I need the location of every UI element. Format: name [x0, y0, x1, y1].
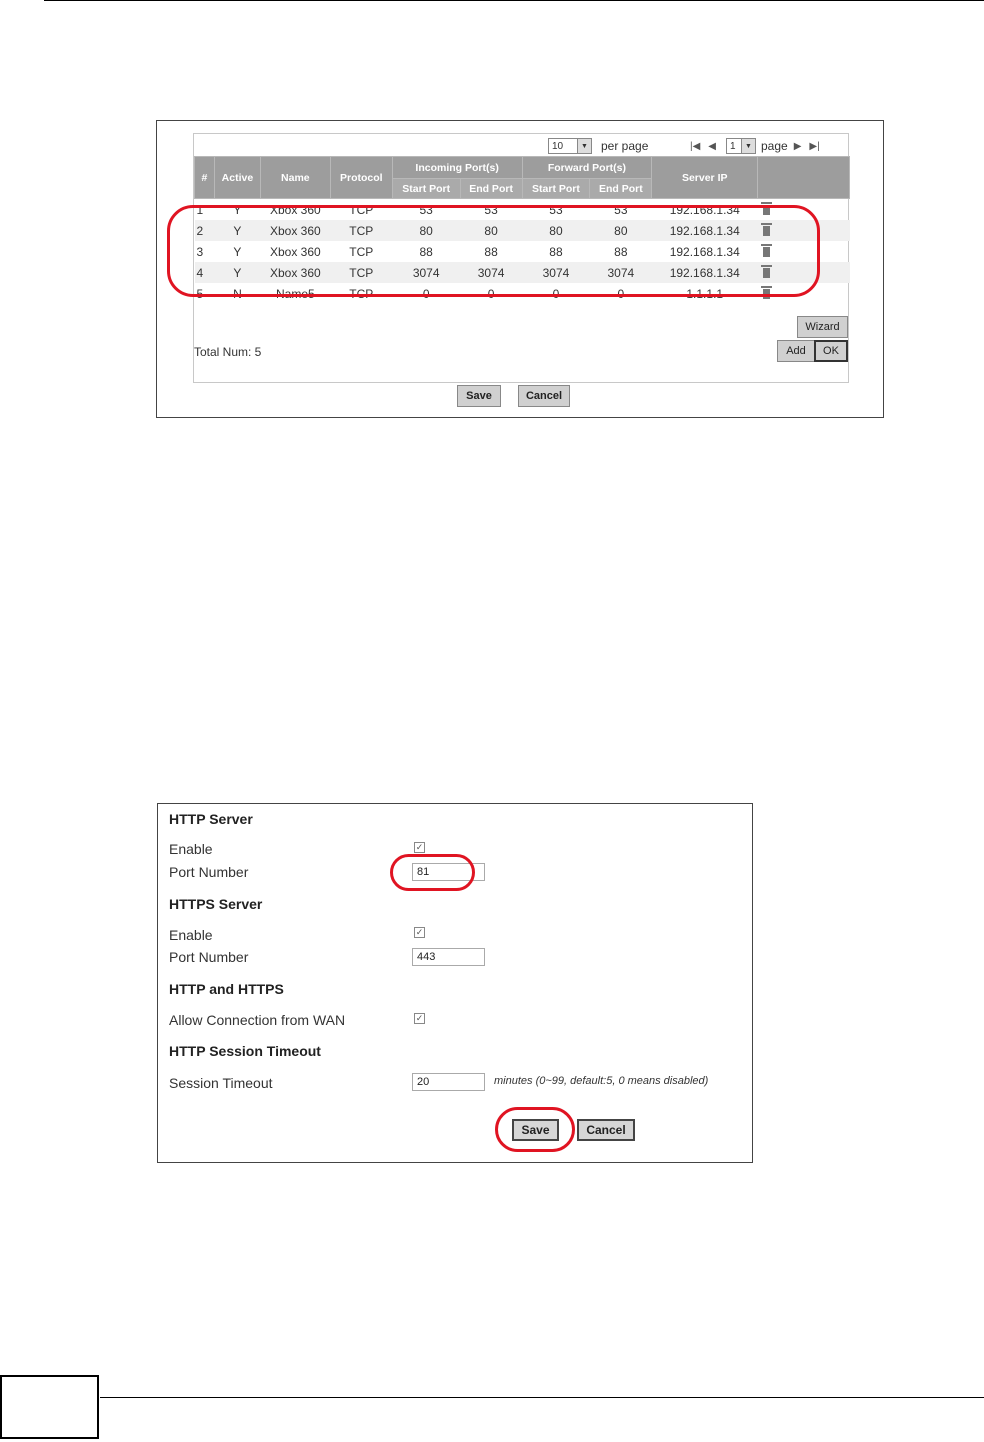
row-forward-end: 80 — [590, 220, 652, 241]
row-incoming-start: 3074 — [392, 262, 460, 283]
header-active: Active — [214, 157, 260, 199]
allow-wan-label: Allow Connection from WAN — [169, 1012, 346, 1028]
highlight-rows-outline — [167, 205, 820, 297]
page-number-box — [0, 1375, 99, 1439]
page-label: page — [761, 139, 788, 153]
add-button[interactable]: Add — [777, 340, 815, 362]
row-name: Xbox 360 — [260, 262, 330, 283]
row-num: 3 — [196, 244, 204, 259]
row-protocol: TCP — [330, 262, 392, 283]
save-button[interactable]: Save — [457, 385, 501, 407]
http-enable-checkbox[interactable]: ✓ — [415, 842, 424, 852]
top-rule — [44, 0, 984, 1]
row-active: Y — [214, 220, 260, 241]
page-value: 1 — [730, 140, 736, 152]
row-active: Y — [233, 244, 242, 259]
row-incoming-start: 0 — [422, 286, 430, 301]
port-forwarding-figure — [156, 120, 884, 418]
row-active: N — [233, 286, 242, 301]
row-incoming-end: 0 — [487, 286, 495, 301]
header-forward-start-port: Start Port — [522, 179, 590, 199]
allow-wan-checkbox[interactable]: ✓ — [415, 1013, 424, 1023]
wizard-button[interactable]: Wizard — [797, 316, 848, 338]
chevron-down-icon: ▼ — [577, 139, 591, 153]
row-forward-start: 0 — [552, 286, 560, 301]
session-timeout-heading: HTTP Session Timeout — [169, 1043, 321, 1059]
header-protocol: Protocol — [330, 157, 392, 199]
save-button[interactable]: Save — [512, 1119, 559, 1141]
header-incoming-ports: Incoming Port(s) — [392, 157, 522, 179]
row-server-ip: 192.168.1.34 — [669, 202, 740, 217]
next-page-icon[interactable]: ▶ — [793, 140, 802, 152]
header-name: Name — [260, 157, 330, 199]
page-navigation — [690, 137, 820, 155]
last-page-icon[interactable]: ▶| — [809, 140, 820, 152]
cancel-button[interactable]: Cancel — [577, 1119, 635, 1141]
header-incoming-end-port: End Port — [460, 179, 522, 199]
row-protocol: TCP — [330, 220, 392, 241]
header-incoming-start-port: Start Port — [392, 179, 460, 199]
https-server-heading: HTTPS Server — [169, 896, 263, 912]
row-incoming-end: 53 — [484, 202, 498, 217]
first-page-icon[interactable]: |◀ — [690, 140, 701, 152]
row-name: Name5 — [276, 286, 315, 301]
row-server-ip: 192.168.1.34 — [652, 220, 758, 241]
per-page-select[interactable] — [548, 138, 592, 154]
row-num: 1 — [196, 202, 204, 217]
row-num: 4 — [195, 262, 215, 283]
header-num: # — [195, 157, 215, 199]
row-forward-start: 53 — [549, 202, 563, 217]
cancel-button[interactable]: Cancel — [518, 385, 570, 407]
page-select[interactable] — [726, 138, 756, 154]
row-forward-end: 0 — [617, 286, 625, 301]
row-forward-end: 3074 — [590, 262, 652, 283]
http-server-heading: HTTP Server — [169, 811, 253, 827]
row-num: 5 — [196, 286, 204, 301]
highlight-port-outline — [390, 854, 475, 891]
http-settings-figure — [157, 803, 753, 1163]
per-page-label: per page — [601, 139, 649, 153]
https-port-input[interactable] — [412, 948, 485, 966]
header-forward-ports: Forward Port(s) — [522, 157, 652, 179]
per-page-control — [548, 137, 648, 155]
row-num: 2 — [195, 220, 215, 241]
ok-button[interactable]: OK — [814, 340, 848, 362]
row-server-ip: 192.168.1.34 — [652, 262, 758, 283]
row-incoming-start: 80 — [392, 220, 460, 241]
http-port-label: Port Number — [169, 864, 249, 880]
row-incoming-start: 53 — [419, 202, 433, 217]
http-enable-label: Enable — [169, 841, 213, 857]
per-page-value: 10 — [552, 140, 564, 152]
row-incoming-start: 88 — [419, 244, 433, 259]
row-server-ip: 1.1.1.1 — [686, 286, 724, 301]
row-forward-end: 53 — [614, 202, 628, 217]
row-protocol: TCP — [349, 202, 374, 217]
row-incoming-end: 3074 — [460, 262, 522, 283]
row-name: Xbox 360 — [260, 220, 330, 241]
prev-page-icon[interactable]: ◀ — [708, 140, 716, 152]
chevron-down-icon: ▼ — [741, 139, 755, 153]
row-incoming-end: 88 — [484, 244, 498, 259]
row-protocol: TCP — [349, 286, 374, 301]
row-protocol: TCP — [349, 244, 374, 259]
total-count: Total Num: 5 — [194, 345, 262, 359]
row-incoming-end: 80 — [460, 220, 522, 241]
row-forward-end: 88 — [614, 244, 628, 259]
row-forward-start: 80 — [522, 220, 590, 241]
header-forward-end-port: End Port — [590, 179, 652, 199]
row-forward-start: 88 — [549, 244, 563, 259]
http-and-https-heading: HTTP and HTTPS — [169, 981, 284, 997]
session-timeout-input[interactable] — [412, 1073, 485, 1091]
header-actions — [758, 157, 850, 199]
https-enable-label: Enable — [169, 927, 213, 943]
session-timeout-hint: minutes (0~99, default:5, 0 means disabled) — [494, 1075, 709, 1087]
row-name: Xbox 360 — [270, 202, 321, 217]
https-port-label: Port Number — [169, 949, 249, 965]
bottom-rule — [100, 1397, 984, 1398]
row-name: Xbox 360 — [270, 244, 321, 259]
https-enable-checkbox[interactable]: ✓ — [415, 927, 424, 937]
row-active: Y — [233, 202, 242, 217]
header-server-ip: Server IP — [652, 157, 758, 199]
row-forward-start: 3074 — [522, 262, 590, 283]
session-timeout-label: Session Timeout — [169, 1075, 273, 1091]
row-active: Y — [214, 262, 260, 283]
highlight-save-outline — [495, 1107, 575, 1152]
row-server-ip: 192.168.1.34 — [669, 244, 740, 259]
